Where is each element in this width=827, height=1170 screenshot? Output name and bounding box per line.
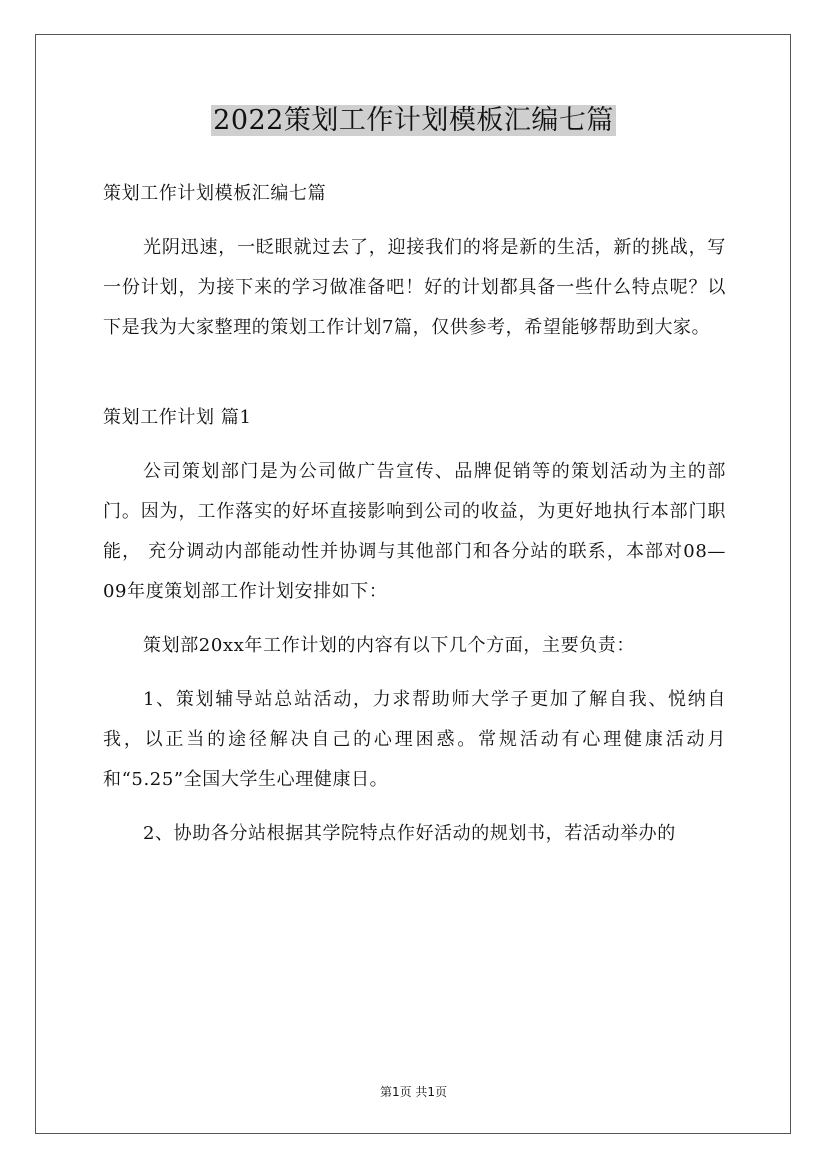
section-heading: 策划工作计划 篇1 [103,407,252,428]
body-paragraph: 1、策划辅导站总站活动，力求帮助师大学子更加了解自我、悦纳自我，以正当的途径解决自己的心理困惑。常规活动有心理健康活动月和“5.25”全国大学生心理健康日。 [103,689,726,790]
intro-paragraph: 光阴迅速，一眨眼就过去了，迎接我们的将是新的生活，新的挑战，写一份计划，为接下来的学习做准备吧！好的计划都具备一些什么特点呢？以下是我为大家整理的策划工作计划7篇，仅供参考，希望能够帮助到大家。 [103,237,726,338]
body-paragraph: 公司策划部门是为公司做广告宣传、品牌促销等的策划活动为主的部门。因为，工作落实的好坏直接影响到公司的收益，为更好地执行本部门职能， 充分调动内部能动性并协调与其他部门和各分站的联系，本部对08—09年度策划部工作计划安排如下： [103,461,726,602]
document-title [0,101,827,141]
document-subtitle: 策划工作计划模板汇编七篇 [103,183,327,204]
body-paragraph: 2、协助各分站根据其学院特点作好活动的规划书，若活动举办的 [143,823,676,844]
page-footer: 第1页 共1页 [379,1085,448,1099]
body-paragraph: 策划部20xx年工作计划的内容有以下几个方面，主要负责： [143,635,636,656]
document-title-text: 2022策划工作计划模板汇编七篇 [213,105,614,136]
document-body [103,174,726,868]
